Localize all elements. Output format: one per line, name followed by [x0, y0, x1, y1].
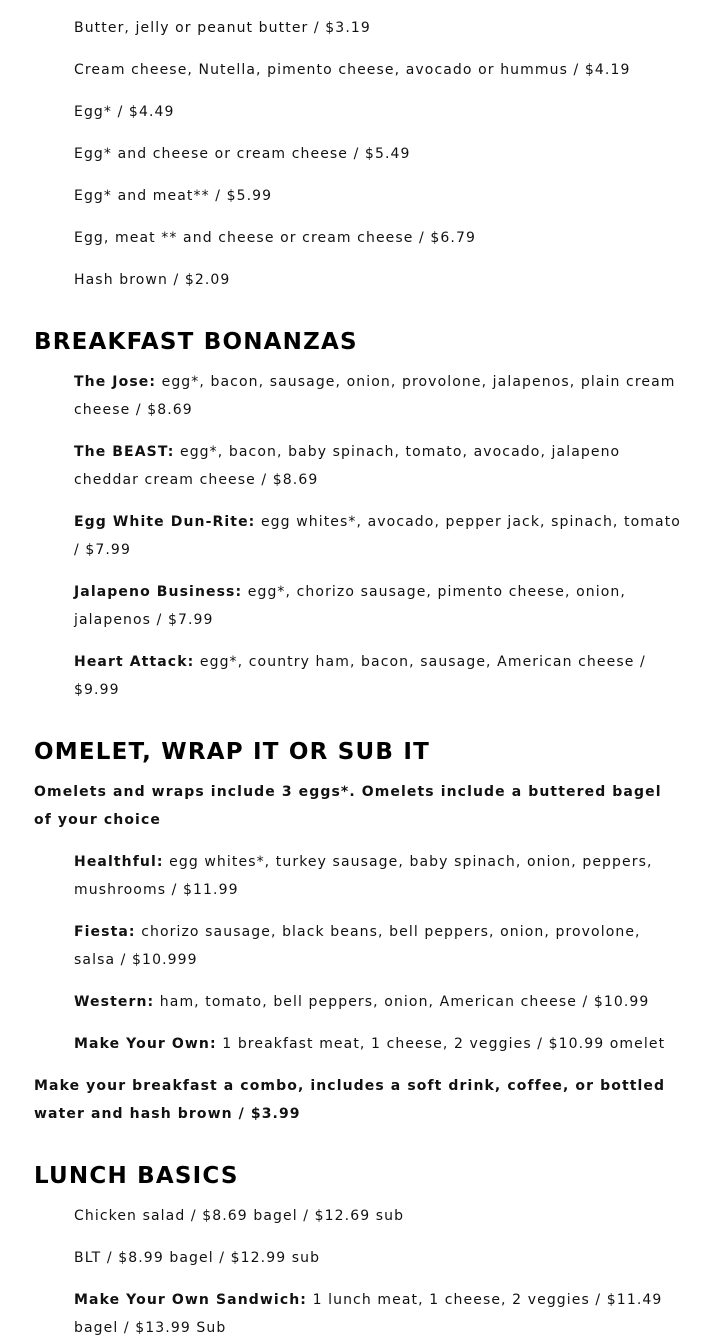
menu-item-text: Cream cheese, Nutella, pimento cheese, avocado or hummus / $4.19 [74, 62, 631, 78]
menu-item [74, 578, 684, 634]
menu-item-name: Fiesta: [74, 924, 136, 940]
menu-item-text: chorizo sausage, black beans, bell peppers, onion, provolone, salsa / $10.999 [74, 924, 641, 968]
menu-item [74, 1286, 684, 1342]
menu-item-text: Egg* and cheese or cream cheese / $5.49 [74, 146, 411, 162]
menu-item-text: 1 lunch meat, 1 cheese, 2 veggies / $11.49 bagel / $13.99 Sub [74, 1292, 663, 1336]
menu-item-text: Egg, meat ** and cheese or cream cheese / $6.79 [74, 230, 476, 246]
menu-item-text: Hash brown / $2.09 [74, 272, 231, 288]
menu-item-text: egg whites*, avocado, pepper jack, spinach, tomato / $7.99 [74, 514, 681, 558]
menu-item-text: egg*, bacon, sausage, onion, provolone, jalapenos, plain cream cheese / $8.69 [74, 374, 676, 418]
section-heading-breakfast-bonanzas: BREAKFAST BONANZAS [34, 329, 358, 355]
menu-item-name: Healthful: [74, 854, 164, 870]
section-heading-omelet: OMELET, WRAP IT OR SUB IT [34, 739, 430, 765]
menu-item [74, 1030, 684, 1058]
combo-note: Make your breakfast a combo, includes a soft drink, coffee, or bottled water and hash brown / $3.99 [34, 1078, 666, 1122]
menu-item [74, 508, 684, 564]
menu-item [74, 182, 684, 210]
menu-item [74, 648, 684, 704]
menu-item-text: ham, tomato, bell peppers, onion, American cheese / $10.99 [159, 994, 650, 1010]
menu-item [74, 848, 684, 904]
menu-item-text: Egg* / $4.49 [74, 104, 175, 120]
menu-item-text: BLT / $8.99 bagel / $12.99 sub [74, 1250, 321, 1266]
menu-item [74, 140, 684, 168]
menu-item-name: Make Your Own Sandwich: [74, 1292, 307, 1308]
menu-item-name: Jalapeno Business: [74, 584, 243, 600]
menu-item [74, 224, 684, 252]
menu-item [74, 14, 684, 42]
menu-item [74, 1202, 684, 1230]
menu-item [74, 266, 684, 294]
menu-item-text: 1 breakfast meat, 1 cheese, 2 veggies / $10.99 omelet [222, 1036, 666, 1052]
menu-item-text: Chicken salad / $8.69 bagel / $12.69 sub [74, 1208, 405, 1224]
menu-item [74, 56, 684, 84]
menu-item [74, 368, 684, 424]
menu-item-name: Western: [74, 994, 155, 1010]
menu-item-name: Heart Attack: [74, 654, 195, 670]
menu-item-text: egg*, country ham, bacon, sausage, American cheese / $9.99 [74, 654, 646, 698]
section-note: Omelets and wraps include 3 eggs*. Omelets include a buttered bagel of your choice [34, 784, 662, 828]
menu-item-text: Egg* and meat** / $5.99 [74, 188, 273, 204]
menu-item-text: egg*, chorizo sausage, pimento cheese, onion, jalapenos / $7.99 [74, 584, 626, 628]
menu-item [74, 988, 684, 1016]
menu-item-name: The Jose: [74, 374, 157, 390]
menu-item-text: egg*, bacon, baby spinach, tomato, avocado, jalapeno cheddar cream cheese / $8.69 [74, 444, 621, 488]
menu-item-name: The BEAST: [74, 444, 175, 460]
menu-item-name: Egg White Dun-Rite: [74, 514, 256, 530]
menu-item-text: egg whites*, turkey sausage, baby spinach, onion, peppers, mushrooms / $11.99 [74, 854, 653, 898]
menu-item-text: Butter, jelly or peanut butter / $3.19 [74, 20, 371, 36]
menu-item [74, 98, 684, 126]
menu-item [74, 438, 684, 494]
menu-item [74, 918, 684, 974]
menu-item-name: Make Your Own: [74, 1036, 217, 1052]
section-heading-lunch-basics: LUNCH BASICS [34, 1163, 239, 1189]
menu-item [74, 1244, 684, 1272]
